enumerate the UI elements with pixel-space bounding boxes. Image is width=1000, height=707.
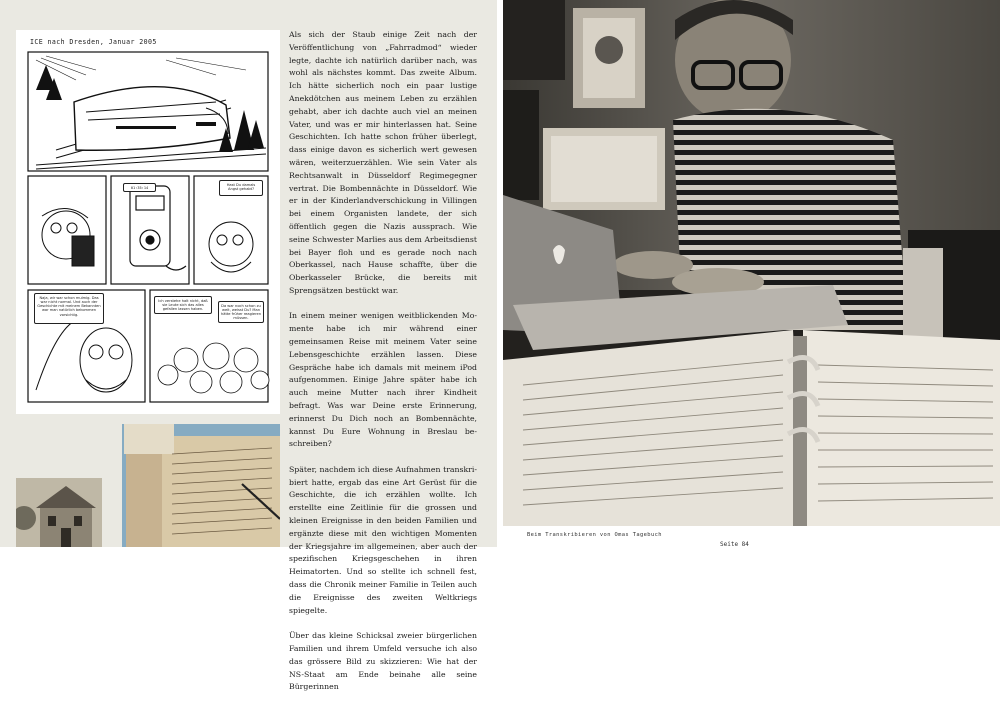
paragraph: Als sich der Staub einige Zeit nach der Veröffentlichung von „Fahrradmod“ wieder legte, dachte ich natürlich darüber nach, was wohl als nächstes kommt. Das zweite Album. Ich hätte sicherlich noch ein paar lustige Anekdötchen aus meinem Leben zu erzählen gehabt, aber ich dachte auch viel an meinen Vater, und was er mir hinterlassen hat. Seine Geschichten. Ich hatte schon früher überlegt, dass einige davon es sicherlich wert gewesen wären, weiterzuerzählen. Wie sein Vater als Rechtsanwalt in Düsseldorf Regimegegner vertrat. Die Bombennächte in Düsseldorf. Wie er in der Kinderlandverschickung in Villingen bei einem Organisten landete, der sich öffentlich gegen die Nazis aussprach. Wie seine Schwester Marlies aus dem Arbeitsdienst bei Bayer floh und es gerade noch nach Oberkassel, nach Hause schaffte, über die Oberkasseler Brücke, die bereits mit Sprengsätzen bestückt war. [289,30,477,295]
body-text [289,29,477,707]
speech-bubble: Da war noch schon zu weit, weisst Du? Man hätte früher reagieren müssen. [218,301,264,323]
page-number: Seite 84 [720,541,749,548]
transcribing-photo [503,0,1000,526]
diary-photo [122,424,280,547]
speech-bubble: Ich verstehe halt nicht, daß sie Leute sich das alles gefallen lassen haben. [154,296,212,314]
speech-bubble: Hast Du damals Angst gehabt? [219,180,263,196]
left-page [0,0,497,692]
recorder-display: 01:35:14 [123,183,156,192]
paragraph: Später, nachdem ich diese Aufnahmen transkribiert hatte, ergab das eine Art Gerüst für die Geschichte, die ich erzählen wollte. Ich erstellte eine Zeitlinie für die grossen und kleinen Ereignisse in den beiden Familien und ergänzte diese mit den wichtigen Momenten der Kriegsjahre im allgemeinen, aber auch der spezifischen Kriegsgeschehen in ihren Heimatorten. Und so stellte ich schnell fest, dass die Chronik meiner Familie in Teilen auch die Ereignisse des zweiten Weltkriegs spiegelte. [289,464,477,615]
comic-artwork [16,30,280,414]
house-photo [16,478,102,547]
right-page [497,0,1000,547]
comic-caption: ICE nach Dresden, Januar 2005 [30,38,157,46]
speech-bubble: Naja, wir war schon mulmig. Das war nicht normal. Und auch der Geschichte mit meinem Bekannten war man natürlich bekommen vorsichtig. [34,293,104,324]
paragraph: Über das kleine Schicksal zweier bürgerlichen Familien und ihrem Umfeld versuche ich also das grössere Bild zu skizzieren: Wie hat der NS-Staat am Ende beinahe alle seine Bürgerinnen [289,631,477,692]
paragraph: In einem meiner wenigen weitblickenden Momente habe ich mir während einer gemeinsamen Reise mit meinem Vater seine Lebensgeschichte erzählen lassen. Diese Gespräche habe ich damals mit meinem iPod aufgenommen. Einige Jahre später habe ich auch meine Mutter nach ihrer Kindheit befragt. Was war Deine erste Erinnerung, erinnerst Du Dich noch an Bombennächte, kannst Du Eure Wohnung in Breslau beschreiben? [289,311,477,449]
photo-caption: Beim Transkribieren von Omas Tagebuch [527,532,662,538]
comic-page [16,30,280,414]
